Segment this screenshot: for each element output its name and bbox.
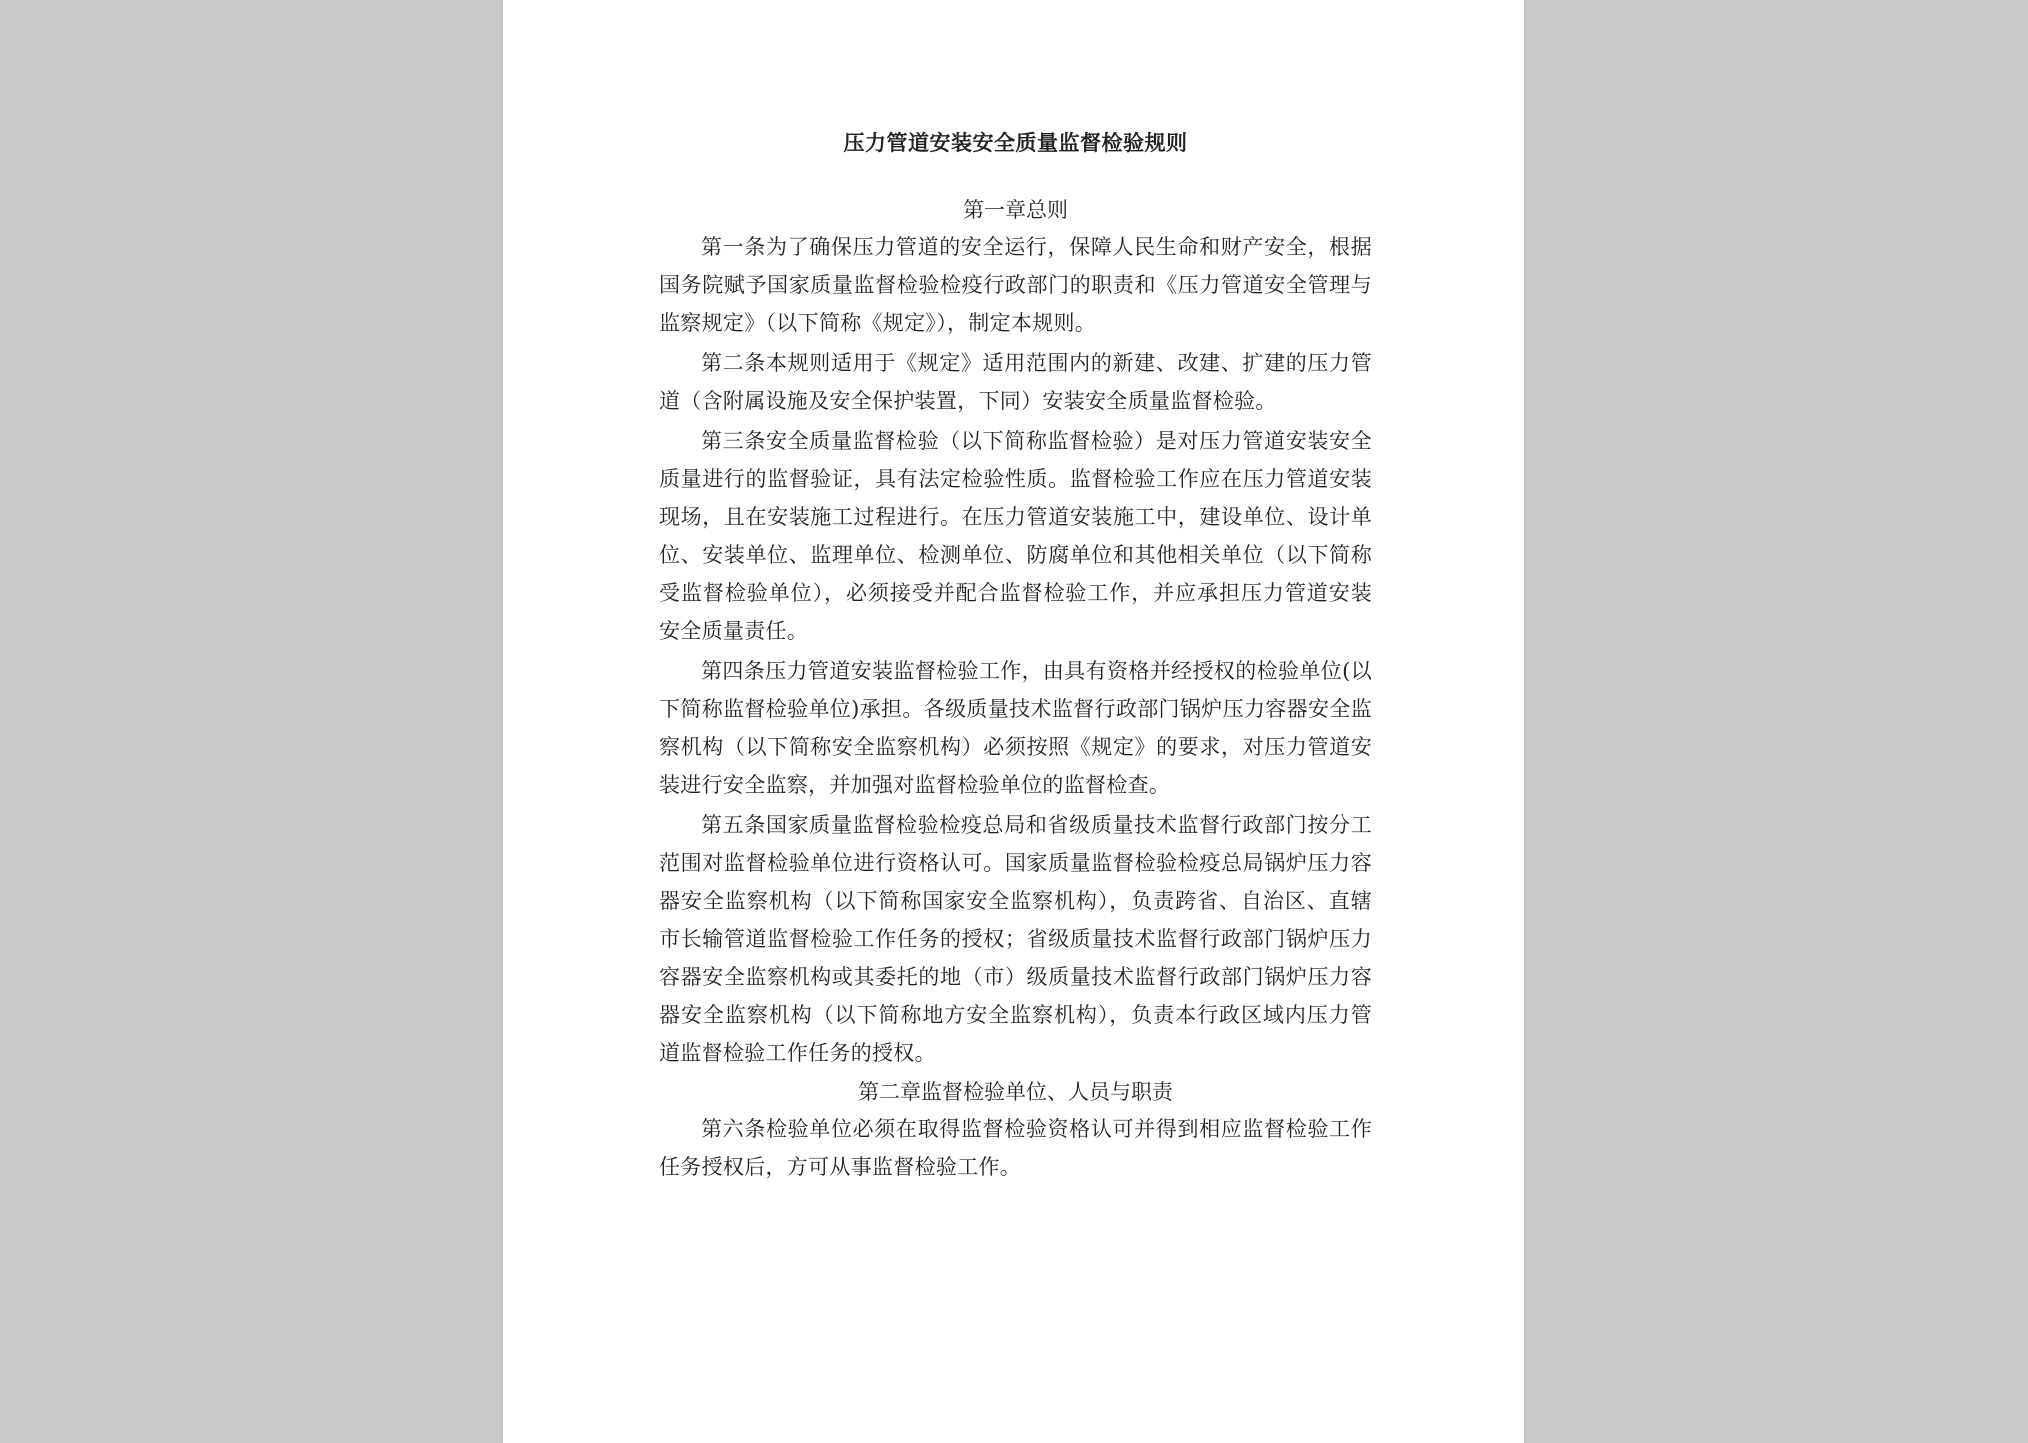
- article-paragraph: 第二条本规则适用于《规定》适用范围内的新建、改建、扩建的压力管道（含附属设施及安全保护装置，下同）安装安全质量监督检验。: [659, 351, 1372, 413]
- document-title: 压力管道安装安全质量监督检验规则: [843, 130, 1188, 155]
- chapter-heading: 第二章监督检验单位、人员与职责: [858, 1080, 1173, 1104]
- article-paragraph: 第五条国家质量监督检验检疫总局和省级质量技术监督行政部门按分工范围对监督检验单位进行资格认可。国家质量监督检验检疫总局锅炉压力容器安全监察机构（以下简称国家安全监察机构），负责跨省、自治区、直辖市长输管道监督检验工作任务的授权；省级质量技术监督行政部门锅炉压力容器安全监察机构或其委托的地（市）级质量技术监督行政部门锅炉压力容器安全监察机构（以下简称地方安全监察机构），负责本行政区域内压力管道监督检验工作任务的授权。: [659, 813, 1372, 1065]
- article-paragraph: 第一条为了确保压力管道的安全运行，保障人民生命和财产安全，根据国务院赋予国家质量监督检验检疫行政部门的职责和《压力管道安全管理与监察规定》（以下简称《规定》），制定本规则。: [659, 235, 1372, 335]
- page-content: [659, 126, 1372, 1188]
- article-paragraph: 第三条安全质量监督检验（以下简称监督检验）是对压力管道安装安全质量进行的监督验证，具有法定检验性质。监督检验工作应在压力管道安装现场，且在安装施工过程进行。在压力管道安装施工中，建设单位、设计单位、安装单位、监理单位、检测单位、防腐单位和其他相关单位（以下简称受监督检验单位），必须接受并配合监督检验工作，并应承担压力管道安装安全质量责任。: [659, 429, 1372, 643]
- document-page: [503, 0, 1524, 1443]
- chapter-heading: 第一章总则: [963, 198, 1068, 222]
- article-paragraph: 第六条检验单位必须在取得监督检验资格认可并得到相应监督检验工作任务授权后，方可从事监督检验工作。: [659, 1117, 1372, 1179]
- article-paragraph: 第四条压力管道安装监督检验工作，由具有资格并经授权的检验单位(以下简称监督检验单位)承担。各级质量技术监督行政部门锅炉压力容器安全监察机构（以下简称安全监察机构）必须按照《规定》的要求，对压力管道安装进行安全监察，并加强对监督检验单位的监督检查。: [659, 659, 1372, 797]
